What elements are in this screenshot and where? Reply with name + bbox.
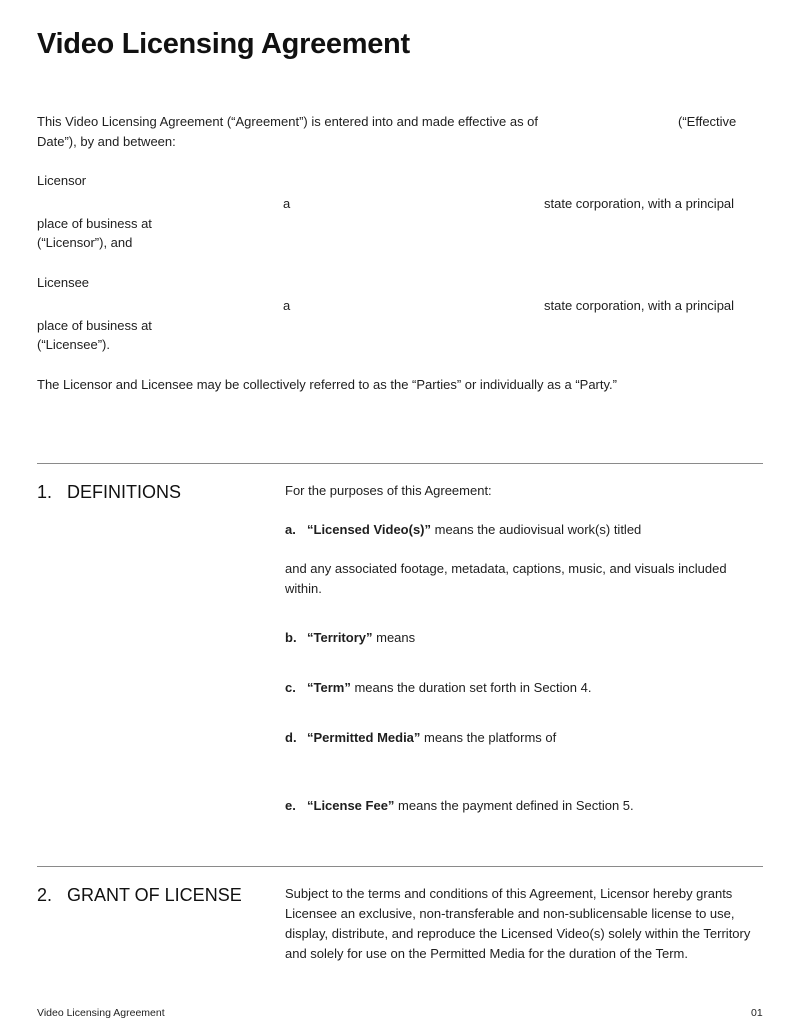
definition-a-text: means the audiovisual work(s) titled — [431, 522, 642, 537]
definition-a-letter: a. — [285, 522, 296, 537]
licensor-state-corp: state corporation, with a principal — [544, 196, 735, 211]
licensee-heading: Licensee — [37, 275, 90, 290]
definition-b — [285, 628, 415, 648]
definition-a — [285, 520, 641, 540]
definition-e-term: “License Fee” — [307, 798, 395, 813]
definition-c-term: “Term” — [307, 680, 351, 695]
licensee-a: a — [283, 298, 291, 313]
licensor-place: place of business at — [37, 216, 152, 231]
definition-d-term: “Permitted Media” — [307, 730, 421, 745]
section-2-number: 2. — [37, 885, 53, 905]
definition-a-term: “Licensed Video(s)” — [307, 522, 432, 537]
definition-d-letter: d. — [285, 730, 297, 745]
grant-of-license-text: Subject to the terms and conditions of this Agreement, Licensor hereby grants Licensee an exclusive, non-transferable and non-sublicensable license to use, display, distribute, and reproduce the Licensed Video(s) solely within the Territory and solely for use on the Permitted Media for the duration of the Term. — [285, 886, 751, 961]
definition-e-letter: e. — [285, 798, 296, 813]
footer-document-name: Video Licensing Agreement — [37, 1007, 165, 1019]
definitions-intro: For the purposes of this Agreement: — [285, 483, 492, 498]
section-1-number: 1. — [37, 482, 53, 502]
definition-b-letter: b. — [285, 630, 297, 645]
document-title: Video Licensing Agreement — [37, 28, 410, 60]
definition-c — [285, 678, 591, 698]
definition-d — [285, 728, 556, 748]
effective-date-label: (“Effective — [678, 114, 737, 129]
parties-note: The Licensor and Licensee may be collectively referred to as the “Parties” or individually as a “Party.” — [37, 377, 617, 392]
definition-e-text: means the payment defined in Section 5. — [394, 798, 634, 813]
section-1-heading — [37, 482, 181, 503]
section-1-title: DEFINITIONS — [67, 482, 182, 502]
definition-b-term: “Territory” — [307, 630, 373, 645]
licensee-ref: (“Licensee”). — [37, 337, 110, 352]
definition-c-letter: c. — [285, 680, 296, 695]
section-2-title: GRANT OF LICENSE — [67, 885, 242, 905]
licensor-a: a — [283, 196, 291, 211]
section-2-heading — [37, 885, 242, 906]
definition-e — [285, 796, 634, 816]
section-divider — [37, 463, 763, 464]
section-divider — [37, 866, 763, 867]
licensee-place: place of business at — [37, 318, 152, 333]
definition-a-continued: and any associated footage, metadata, captions, music, and visuals included within. — [285, 561, 727, 596]
definition-c-text: means the duration set forth in Section 4. — [350, 680, 592, 695]
intro-line-1: This Video Licensing Agreement (“Agreement”) is entered into and made effective as of — [37, 114, 539, 129]
definition-d-text: means the platforms of — [420, 730, 557, 745]
page-number: 01 — [751, 1007, 763, 1019]
licensor-ref: (“Licensor”), and — [37, 235, 133, 250]
intro-line-2: Date”), by and between: — [37, 134, 176, 149]
licensor-heading: Licensor — [37, 173, 87, 188]
licensee-state-corp: state corporation, with a principal — [544, 298, 735, 313]
definition-b-text: means — [372, 630, 416, 645]
